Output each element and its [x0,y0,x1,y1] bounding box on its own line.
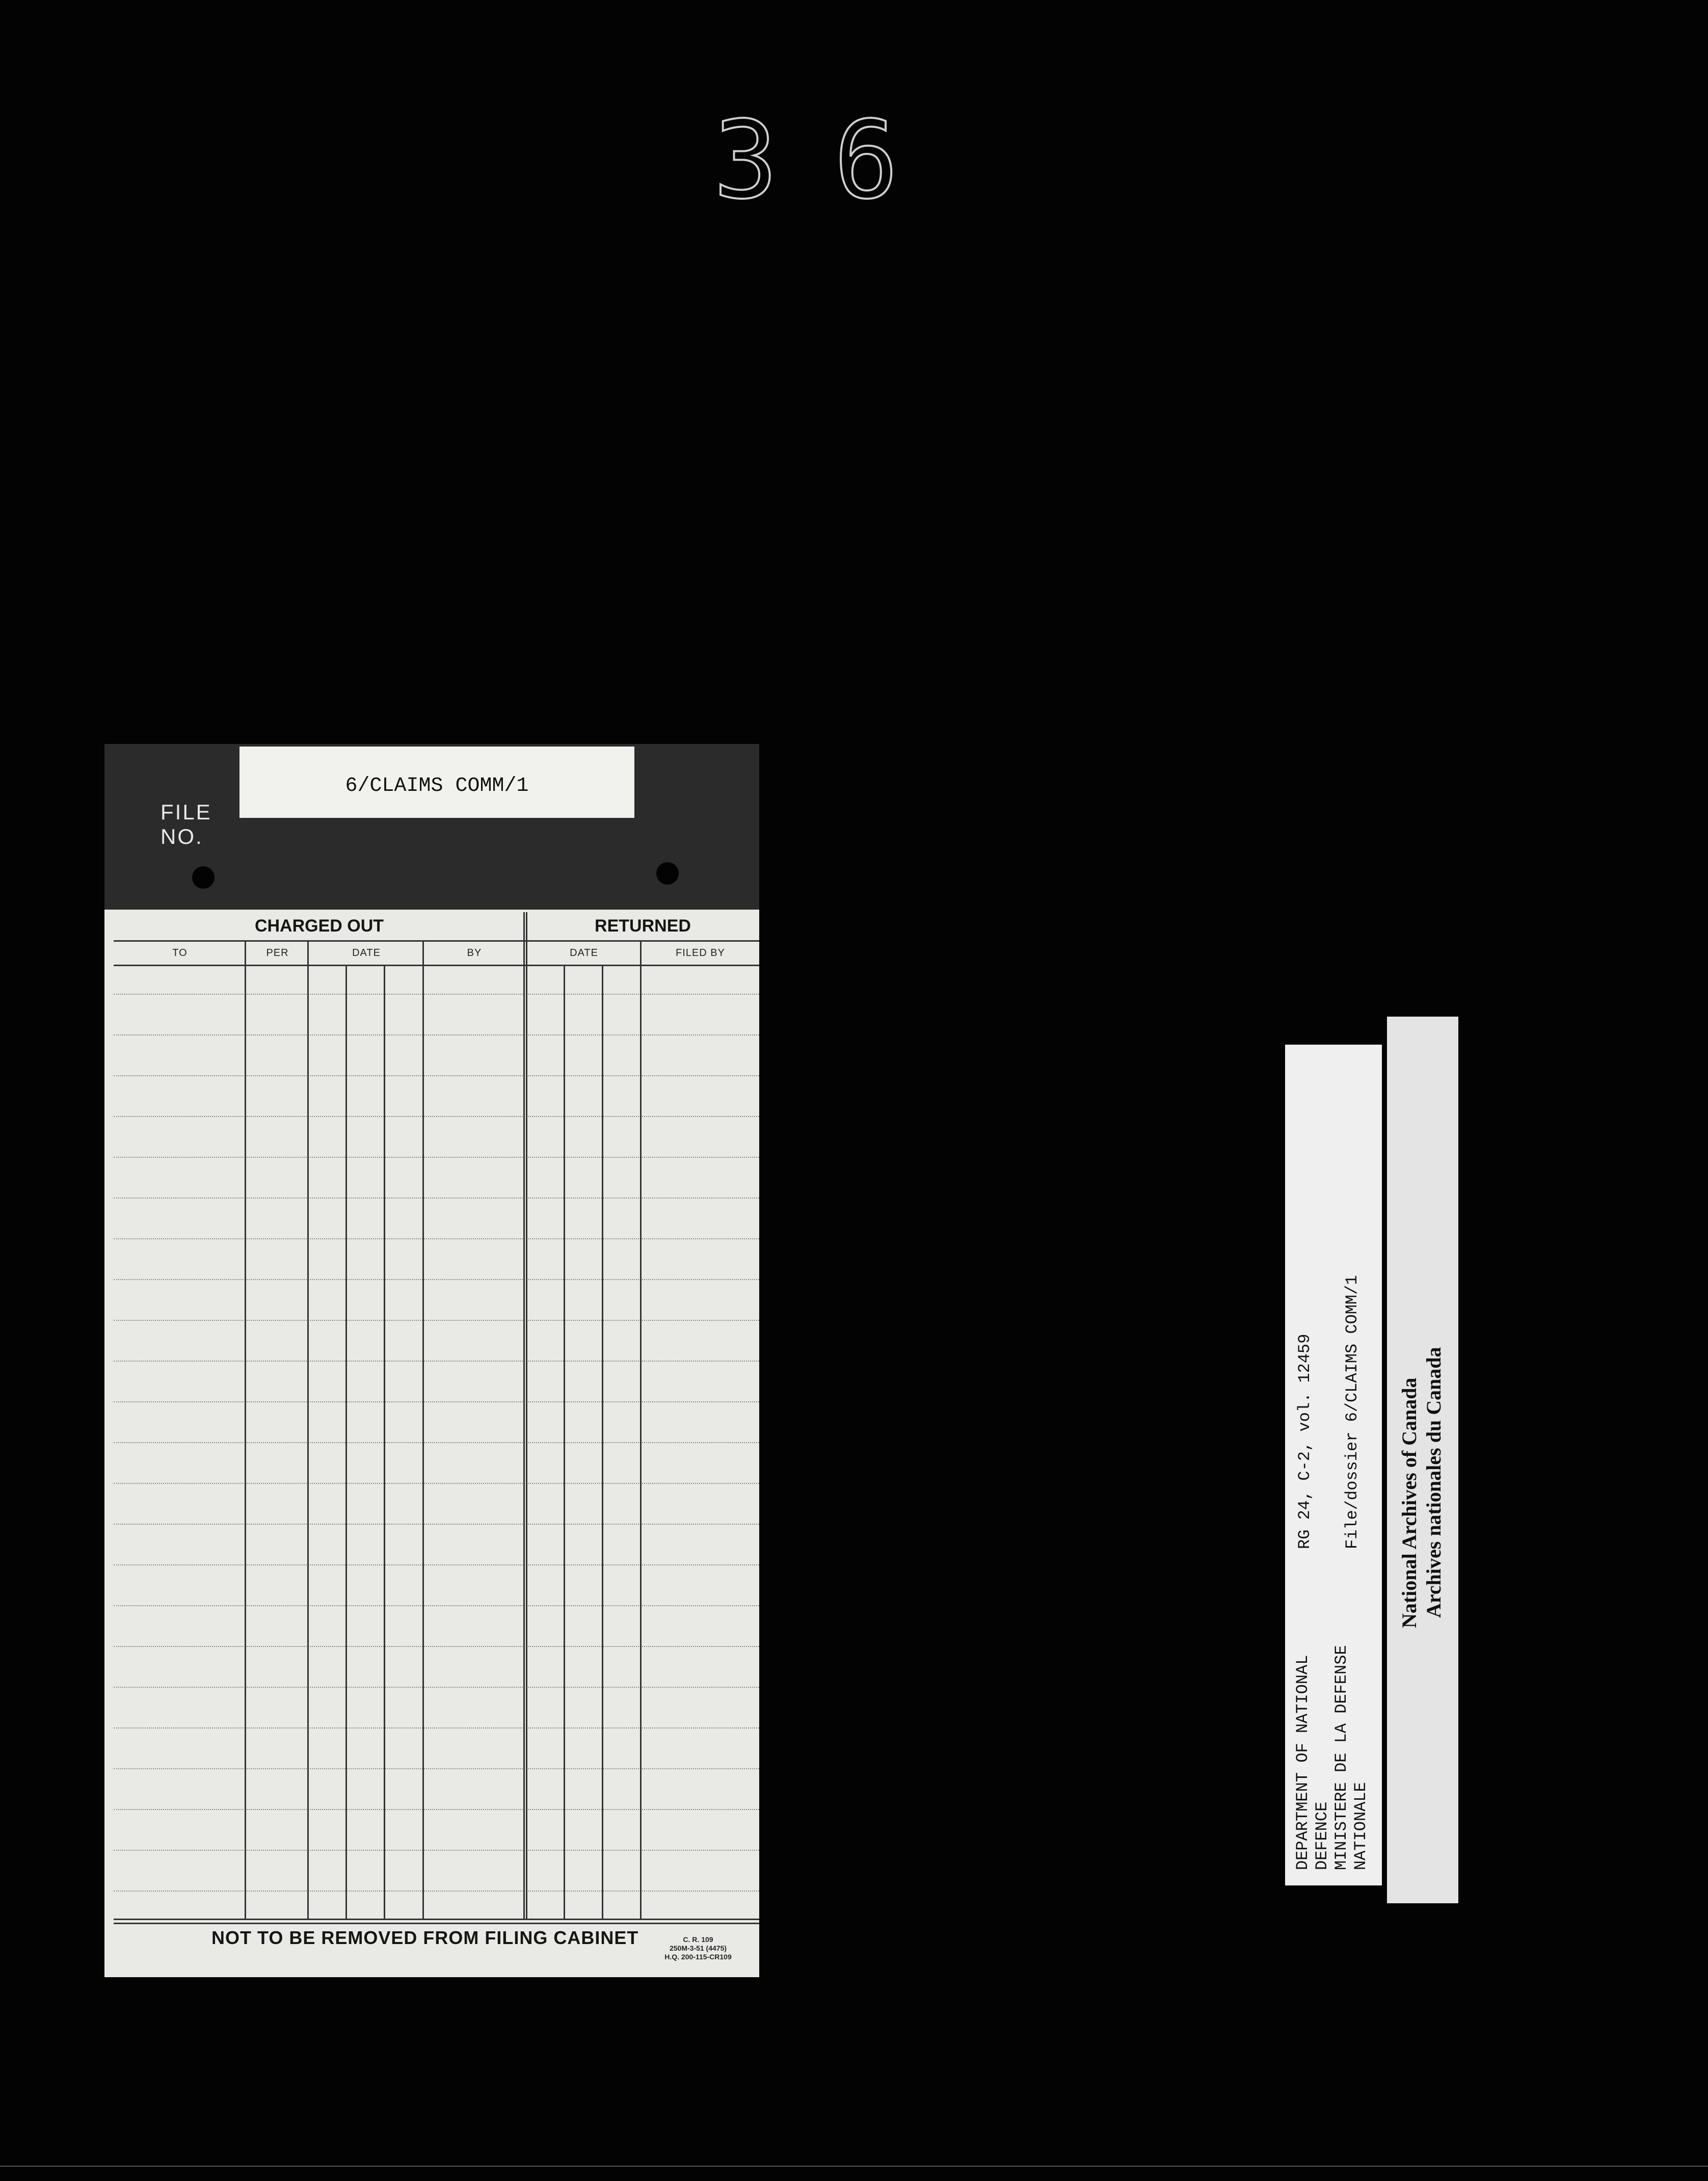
col-date-out: DATE [352,947,381,959]
divider-date-day [345,965,347,1919]
archival-reference: RG 24, C-2, vol. 12459 [1295,1334,1314,1549]
bottom-edge-rule [0,2166,1708,2167]
form-number-line: 250M-3-51 (4475) [669,1944,727,1952]
ruled-line [114,1320,759,1321]
file-label-line-2: NO. [161,824,203,848]
ruled-line [114,1116,759,1117]
charged-out-heading: CHARGED OUT [254,916,384,936]
ruled-line [114,1238,759,1239]
subheading-rule [114,965,759,966]
card-header [104,744,759,910]
ruled-line [114,1483,759,1484]
ruled-line [114,1075,759,1076]
file-label-line-1: FILE [161,800,212,824]
ruled-line [114,1524,759,1525]
col-filed-by: FILED BY [676,947,725,959]
ruled-line [114,1564,759,1565]
punch-hole-left [192,866,215,889]
divider-charged-returned-2 [526,912,527,1919]
footer-warning: NOT TO BE REMOVED FROM FILING CABINET [211,1927,639,1948]
ruled-line [114,1646,759,1647]
form-number-line: H.Q. 200-115-CR109 [664,1953,732,1961]
file-number: 6/CLAIMS COMM/1 [345,775,529,797]
frame-number: 36 [713,98,954,223]
file-dossier: File/dossier 6/CLAIMS COMM/1 [1343,1275,1362,1549]
col-by: BY [467,947,482,959]
archives-name-en: National Archives of Canada [1398,1377,1421,1628]
ruled-line [114,1850,759,1851]
archives-name-fr: Archives nationales du Canada [1422,1347,1445,1618]
ruled-line [114,1279,759,1280]
ruled-line [114,1361,759,1362]
dept-fr-line-1: MINISTERE DE LA DEFENSE [1332,1645,1351,1870]
ruled-line [114,1157,759,1158]
footer-rule-2 [114,1923,759,1924]
ruled-line [114,994,759,995]
form-number-line: C. R. 109 [683,1935,713,1944]
ruled-line [114,1687,759,1688]
dept-fr-line-2: NATIONALE [1351,1782,1370,1870]
col-date-returned: DATE [570,947,598,959]
punch-hole-right [656,862,679,885]
ruled-line [114,1401,759,1402]
ruled-line [114,1605,759,1606]
dept-en-line-1: DEPARTMENT OF NATIONAL [1293,1655,1312,1870]
ruled-line [114,1768,759,1769]
divider-charged-returned [523,912,525,1919]
form-number [637,1935,759,1961]
divider-per-date [307,940,309,1919]
ruled-line [114,1198,759,1199]
divider-date-by [422,940,424,1919]
divider-ret-date-month [602,965,603,1919]
col-to: TO [172,947,188,959]
footer-rule-1 [114,1919,759,1920]
ruled-line [114,1809,759,1810]
dept-en-line-2: DEFENCE [1313,1801,1331,1870]
file-charge-out-card [104,744,759,1977]
archive-reference-label [1285,1045,1382,1885]
heading-rule [114,940,759,942]
ruled-line [114,1727,759,1728]
col-per: PER [266,947,289,959]
divider-date-filed [640,940,642,1919]
divider-to-per [245,940,246,1919]
department-block [1293,1513,1371,1870]
divider-date-month [384,965,385,1919]
divider-ret-date-day [564,965,565,1919]
file-no-label [161,800,232,849]
ruled-line [114,1891,759,1892]
ruled-line [114,1442,759,1443]
reference-block [1293,1060,1388,1549]
file-number-tab [239,747,634,818]
archives-stamp-label [1387,1017,1458,1903]
returned-heading: RETURNED [595,916,691,936]
ruled-line [114,1034,759,1035]
